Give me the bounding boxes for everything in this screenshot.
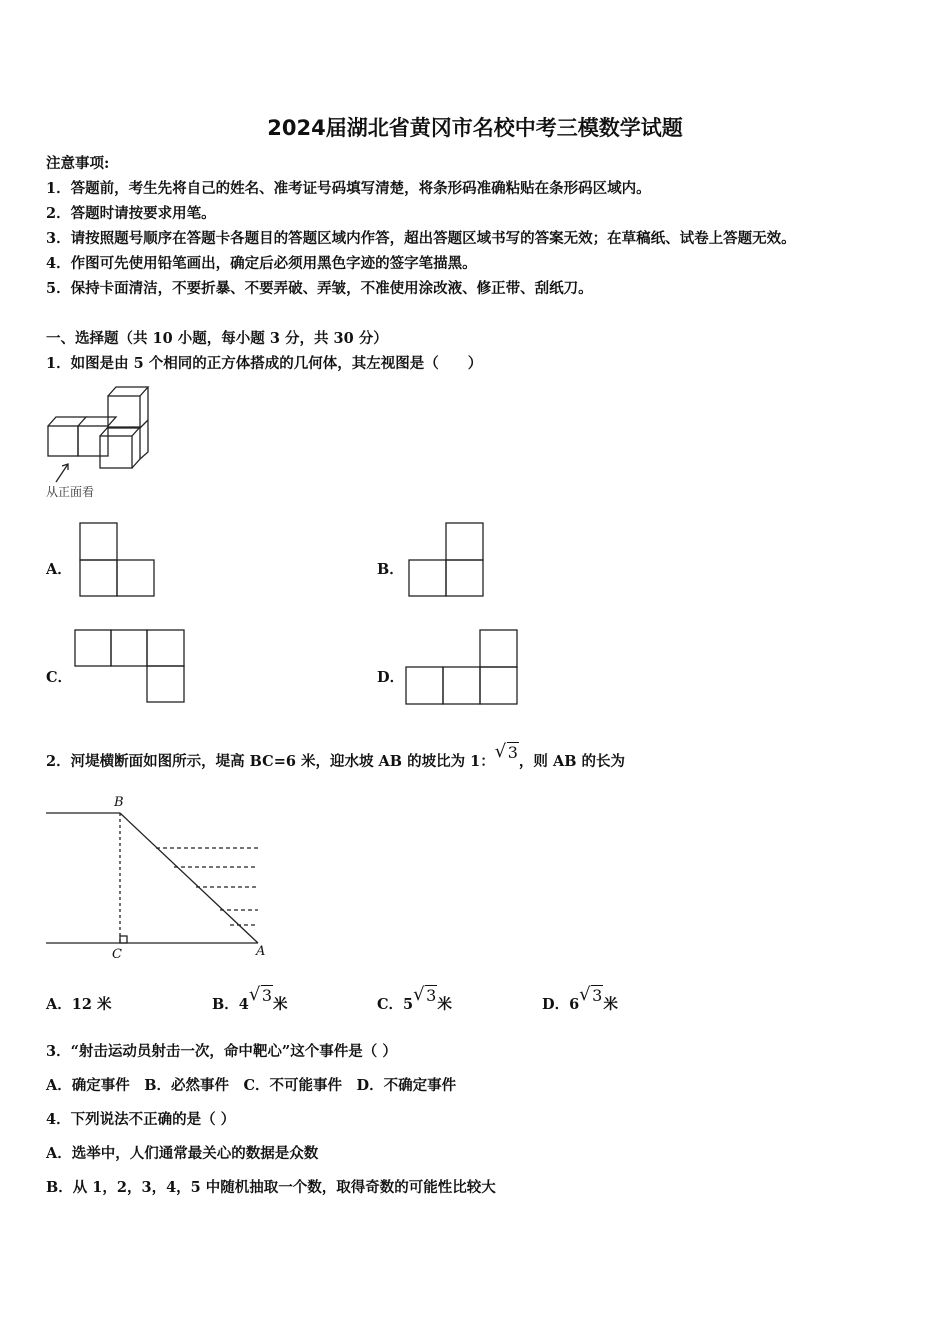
q2-stem-part1: 2．河堤横断面如图所示，堤高 BC=6 米，迎水坡 AB 的坡比为 1： [46, 753, 495, 770]
q1-option-c-label: C． [46, 669, 73, 686]
q1-option-b-figure [408, 522, 488, 598]
q2-option-c-sqrt: √ 3 [413, 984, 437, 1005]
q2-label-a: A [256, 944, 266, 959]
q2-option-d-sqrt: √ 3 [579, 984, 603, 1005]
q2-label-c: C [112, 947, 122, 962]
q2-option-b: B．4 √ 3米 [212, 984, 288, 1013]
notice-item-5: 5．保持卡面清洁，不要折暴、不要弄破、弄皱，不准使用涂改液、修正带、刮纸刀。 [46, 280, 593, 297]
q2-label-b: B [114, 795, 124, 810]
q1-option-a-label: A． [46, 561, 72, 578]
q2-option-a: A．12 米 [46, 996, 112, 1013]
q4-stem: 4．下列说法不正确的是（ ） [46, 1111, 236, 1128]
q2-option-d: D．6 √ 3米 [542, 984, 618, 1013]
q1-option-d-label: D． [377, 669, 405, 686]
notice-heading: 注意事项: [46, 155, 110, 172]
q4-option-a: A．选举中，人们通常最关心的数据是众数 [46, 1145, 319, 1162]
notice-item-4: 4．作图可先使用铅笔画出，确定后必须用黑色字迹的签字笔描黑。 [46, 255, 477, 272]
q2-stem-part2: ，则 AB 的长为 [518, 753, 626, 770]
q3-options: A．确定事件 B．必然事件 C．不可能事件 D．不确定事件 [46, 1077, 457, 1094]
notice-item-3: 3．请按照题号顺序在答题卡各题目的答题区域内作答，超出答题区域书写的答案无效；在草稿纸、试卷上答题无效。 [46, 230, 796, 247]
notice-item-2: 2．答题时请按要求用笔。 [46, 205, 216, 222]
notice-item-1: 1．答题前，考生先将自己的姓名、准考证号码填写清楚，将条形码准确粘贴在条形码区域内。 [46, 180, 651, 197]
q1-option-d-figure [405, 629, 525, 709]
q1-stem: 1．如图是由 5 个相同的正方体搭成的几何体，其左视图是（ ） [46, 355, 483, 372]
q1-figure-caption: 从正面看 [46, 485, 95, 499]
q3-stem: 3．“射击运动员射击一次，命中靶心”这个事件是（ ） [46, 1043, 397, 1060]
q2-stem-sqrt: √ 3 [494, 741, 518, 762]
q1-option-c-figure [74, 629, 189, 705]
q2-stem [46, 741, 626, 771]
section-heading: 一、选择题（共 10 小题，每小题 3 分，共 30 分） [46, 330, 388, 347]
q2-embankment-figure [44, 796, 274, 966]
q4-option-b: B．从 1，2，3，4，5 中随机抽取一个数，取得奇数的可能性比较大 [46, 1179, 496, 1196]
q1-option-a-figure [79, 522, 159, 598]
q2-option-b-sqrt: √ 3 [248, 984, 273, 1005]
q1-option-b-label: B． [377, 561, 404, 578]
page-title: 2024届湖北省黄冈市名校中考三模数学试题 [267, 116, 683, 140]
q2-option-c: C．5 √ 3米 [377, 984, 452, 1013]
